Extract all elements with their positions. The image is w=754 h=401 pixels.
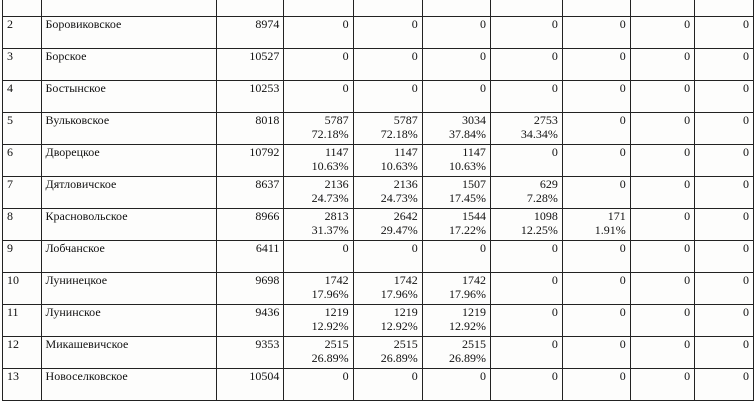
count-value: 0 <box>479 17 486 31</box>
count-value: 0 <box>619 17 626 31</box>
value-cell <box>422 81 490 113</box>
council-name: Вульковское <box>41 113 216 145</box>
count-value: 0 <box>411 17 418 31</box>
value-cell <box>284 49 353 81</box>
value-cell <box>562 177 630 209</box>
value-cell <box>695 369 754 401</box>
value-cell <box>284 81 353 113</box>
value-cell <box>630 17 694 49</box>
table-body <box>3 0 754 401</box>
value-cell <box>695 49 754 81</box>
row-number: 8 <box>3 209 42 241</box>
row-number: 2 <box>3 17 42 49</box>
count-value: 5787 <box>324 113 349 127</box>
value-cell <box>422 49 490 81</box>
percent-value: 29.47% <box>380 223 418 237</box>
table-row <box>3 209 754 241</box>
count-value: 1742 <box>324 273 349 287</box>
row-number: 4 <box>3 81 42 113</box>
count-value: 0 <box>743 145 749 159</box>
table-cell <box>353 0 422 17</box>
percent-value: 37.84% <box>448 127 486 141</box>
row-number: 6 <box>3 145 42 177</box>
count-value: 0 <box>684 113 691 127</box>
count-value: 1544 <box>461 209 486 223</box>
value-cell <box>353 337 422 369</box>
value-cell <box>284 241 353 273</box>
value-cell <box>490 145 562 177</box>
value-cell <box>490 305 562 337</box>
count-value: 0 <box>551 49 558 63</box>
value-cell <box>630 209 694 241</box>
count-value: 1219 <box>324 305 349 319</box>
table-row <box>3 337 754 369</box>
count-value: 0 <box>342 49 349 63</box>
value-cell <box>630 177 694 209</box>
value-cell <box>562 209 630 241</box>
count-value: 0 <box>743 17 749 31</box>
population-value: 9698 <box>216 273 284 305</box>
value-cell <box>562 241 630 273</box>
value-cell <box>490 369 562 401</box>
value-cell <box>353 81 422 113</box>
count-value: 0 <box>479 241 486 255</box>
percent-value: 17.96% <box>311 287 349 301</box>
count-value: 1147 <box>462 145 486 159</box>
value-cell <box>630 113 694 145</box>
value-cell <box>284 145 353 177</box>
value-cell <box>490 17 562 49</box>
count-value: 171 <box>607 209 626 223</box>
count-value: 0 <box>411 81 418 95</box>
count-value: 629 <box>539 177 558 191</box>
count-value: 0 <box>743 113 749 127</box>
value-cell <box>422 177 490 209</box>
count-value: 0 <box>411 49 418 63</box>
population-value: 9436 <box>216 305 284 337</box>
row-number: 11 <box>3 305 42 337</box>
value-cell <box>695 305 754 337</box>
count-value: 0 <box>479 49 486 63</box>
council-name: Бостынское <box>41 81 216 113</box>
count-value: 0 <box>743 241 749 255</box>
count-value: 0 <box>551 81 558 95</box>
value-cell <box>490 177 562 209</box>
value-cell <box>422 17 490 49</box>
count-value: 1742 <box>461 273 486 287</box>
count-value: 0 <box>551 337 558 351</box>
council-name: Борское <box>41 49 216 81</box>
percent-value: 12.25% <box>520 223 558 237</box>
count-value: 0 <box>342 241 349 255</box>
count-value: 0 <box>551 17 558 31</box>
row-number: 12 <box>3 337 42 369</box>
population-value: 9353 <box>216 337 284 369</box>
table-row <box>3 17 754 49</box>
value-cell <box>562 17 630 49</box>
council-name: Лобчанское <box>41 241 216 273</box>
value-cell <box>630 273 694 305</box>
value-cell <box>490 81 562 113</box>
table-cell <box>284 0 353 17</box>
value-cell <box>284 209 353 241</box>
count-value: 0 <box>619 241 626 255</box>
value-cell <box>630 81 694 113</box>
percent-value: 26.89% <box>448 351 486 365</box>
value-cell <box>630 337 694 369</box>
percent-value: 1.91% <box>594 223 626 237</box>
council-name: Новоселковское <box>41 369 216 401</box>
value-cell <box>695 81 754 113</box>
count-value: 0 <box>684 81 691 95</box>
table-row <box>3 273 754 305</box>
value-cell <box>562 337 630 369</box>
value-cell <box>422 369 490 401</box>
percent-value: 10.63% <box>448 159 486 173</box>
value-cell <box>284 273 353 305</box>
table-row <box>3 81 754 113</box>
count-value: 2813 <box>324 209 349 223</box>
count-value: 2515 <box>324 337 349 351</box>
value-cell <box>630 145 694 177</box>
value-cell <box>562 49 630 81</box>
count-value: 0 <box>684 369 691 383</box>
percent-value: 31.37% <box>311 223 349 237</box>
value-cell <box>353 49 422 81</box>
population-value: 8966 <box>216 209 284 241</box>
count-value: 0 <box>551 145 558 159</box>
count-value: 2515 <box>461 337 486 351</box>
table-cell <box>3 0 42 17</box>
value-cell <box>422 337 490 369</box>
count-value: 0 <box>619 49 626 63</box>
count-value: 5787 <box>393 113 418 127</box>
count-value: 0 <box>684 145 691 159</box>
row-number: 3 <box>3 49 42 81</box>
percent-value: 72.18% <box>311 127 349 141</box>
value-cell <box>695 17 754 49</box>
count-value: 2136 <box>393 177 418 191</box>
count-value: 0 <box>551 369 558 383</box>
table-cell <box>41 0 216 17</box>
value-cell <box>353 177 422 209</box>
percent-value: 24.73% <box>380 191 418 205</box>
value-cell <box>695 145 754 177</box>
count-value: 0 <box>619 273 626 287</box>
value-cell <box>284 113 353 145</box>
row-number: 5 <box>3 113 42 145</box>
value-cell <box>695 273 754 305</box>
count-value: 2642 <box>393 209 418 223</box>
value-cell <box>562 145 630 177</box>
row-number: 9 <box>3 241 42 273</box>
table-row <box>3 113 754 145</box>
percent-value: 17.96% <box>448 287 486 301</box>
table-row <box>3 241 754 273</box>
count-value: 0 <box>619 145 626 159</box>
population-value: 8637 <box>216 177 284 209</box>
percent-value: 24.73% <box>311 191 349 205</box>
value-cell <box>353 145 422 177</box>
council-name: Дятловичское <box>41 177 216 209</box>
count-value: 0 <box>342 17 349 31</box>
value-cell <box>284 177 353 209</box>
value-cell <box>422 145 490 177</box>
table-cell <box>562 0 630 17</box>
percent-value: 12.92% <box>380 319 418 333</box>
count-value: 0 <box>743 273 749 287</box>
count-value: 0 <box>743 369 749 383</box>
value-cell <box>490 273 562 305</box>
value-cell <box>695 177 754 209</box>
value-cell <box>562 369 630 401</box>
row-number: 10 <box>3 273 42 305</box>
count-value: 0 <box>619 369 626 383</box>
row-number: 13 <box>3 369 42 401</box>
count-value: 1507 <box>461 177 486 191</box>
percent-value: 12.92% <box>448 319 486 333</box>
table-row <box>3 177 754 209</box>
value-cell <box>630 369 694 401</box>
count-value: 2753 <box>533 113 558 127</box>
table-cell <box>695 0 754 17</box>
count-value: 1098 <box>533 209 558 223</box>
value-cell <box>562 305 630 337</box>
percent-value: 34.34% <box>520 127 558 141</box>
count-value: 0 <box>619 81 626 95</box>
value-cell <box>284 305 353 337</box>
table-row <box>3 49 754 81</box>
count-value: 0 <box>743 49 749 63</box>
population-value: 10527 <box>216 49 284 81</box>
count-value: 0 <box>684 241 691 255</box>
count-value: 1742 <box>393 273 418 287</box>
count-value: 0 <box>342 81 349 95</box>
value-cell <box>490 209 562 241</box>
count-value: 0 <box>551 273 558 287</box>
table-row <box>3 369 754 401</box>
table-row-partial-top <box>3 0 754 17</box>
count-value: 0 <box>479 81 486 95</box>
population-value: 10504 <box>216 369 284 401</box>
council-name: Дворецкое <box>41 145 216 177</box>
population-value: 10792 <box>216 145 284 177</box>
count-value: 0 <box>619 305 626 319</box>
population-value: 10253 <box>216 81 284 113</box>
percent-value: 10.63% <box>380 159 418 173</box>
count-value: 0 <box>743 209 749 223</box>
table-cell <box>490 0 562 17</box>
count-value: 2515 <box>393 337 418 351</box>
value-cell <box>353 273 422 305</box>
percent-value: 17.96% <box>380 287 418 301</box>
value-cell <box>562 113 630 145</box>
count-value: 0 <box>743 177 749 191</box>
percent-value: 12.92% <box>311 319 349 333</box>
population-value: 8018 <box>216 113 284 145</box>
value-cell <box>353 241 422 273</box>
row-number: 7 <box>3 177 42 209</box>
count-value: 1219 <box>393 305 418 319</box>
value-cell <box>695 337 754 369</box>
table-cell <box>216 0 284 17</box>
table-cell <box>422 0 490 17</box>
percent-value: 17.22% <box>448 223 486 237</box>
percent-value: 7.28% <box>526 191 558 205</box>
value-cell <box>490 49 562 81</box>
count-value: 0 <box>684 49 691 63</box>
count-value: 1147 <box>325 145 349 159</box>
percent-value: 17.45% <box>448 191 486 205</box>
count-value: 0 <box>743 337 749 351</box>
value-cell <box>695 209 754 241</box>
percent-value: 26.89% <box>311 351 349 365</box>
value-cell <box>422 209 490 241</box>
count-value: 0 <box>684 337 691 351</box>
count-value: 0 <box>551 305 558 319</box>
count-value: 0 <box>411 369 418 383</box>
value-cell <box>353 369 422 401</box>
count-value: 1147 <box>394 145 418 159</box>
value-cell <box>695 113 754 145</box>
table-row <box>3 145 754 177</box>
value-cell <box>490 337 562 369</box>
value-cell <box>630 241 694 273</box>
count-value: 0 <box>684 273 691 287</box>
count-value: 0 <box>743 81 749 95</box>
value-cell <box>284 369 353 401</box>
value-cell <box>284 337 353 369</box>
count-value: 0 <box>684 209 691 223</box>
table-row <box>3 305 754 337</box>
value-cell <box>422 113 490 145</box>
count-value: 2136 <box>324 177 349 191</box>
table-cell <box>630 0 694 17</box>
value-cell <box>630 305 694 337</box>
count-value: 0 <box>619 177 626 191</box>
count-value: 3034 <box>461 113 486 127</box>
value-cell <box>695 241 754 273</box>
count-value: 0 <box>551 241 558 255</box>
council-name: Микашевичское <box>41 337 216 369</box>
value-cell <box>422 241 490 273</box>
count-value: 0 <box>684 17 691 31</box>
value-cell <box>490 241 562 273</box>
count-value: 0 <box>411 241 418 255</box>
value-cell <box>422 305 490 337</box>
count-value: 0 <box>479 369 486 383</box>
count-value: 0 <box>342 369 349 383</box>
percent-value: 26.89% <box>380 351 418 365</box>
value-cell <box>422 273 490 305</box>
count-value: 0 <box>619 113 626 127</box>
value-cell <box>353 113 422 145</box>
population-value: 8974 <box>216 17 284 49</box>
count-value: 0 <box>684 305 691 319</box>
council-name: Красновольское <box>41 209 216 241</box>
council-name: Боровиковское <box>41 17 216 49</box>
percent-value: 10.63% <box>311 159 349 173</box>
percent-value: 72.18% <box>380 127 418 141</box>
value-cell <box>353 305 422 337</box>
population-value: 6411 <box>216 241 284 273</box>
value-cell <box>490 113 562 145</box>
value-cell <box>353 209 422 241</box>
council-name: Лунинецкое <box>41 273 216 305</box>
count-value: 0 <box>743 305 749 319</box>
statistics-table <box>2 0 754 401</box>
value-cell <box>562 273 630 305</box>
value-cell <box>284 17 353 49</box>
count-value: 0 <box>684 177 691 191</box>
value-cell <box>630 49 694 81</box>
value-cell <box>353 17 422 49</box>
value-cell <box>562 81 630 113</box>
count-value: 1219 <box>461 305 486 319</box>
council-name: Лунинское <box>41 305 216 337</box>
count-value: 0 <box>619 337 626 351</box>
